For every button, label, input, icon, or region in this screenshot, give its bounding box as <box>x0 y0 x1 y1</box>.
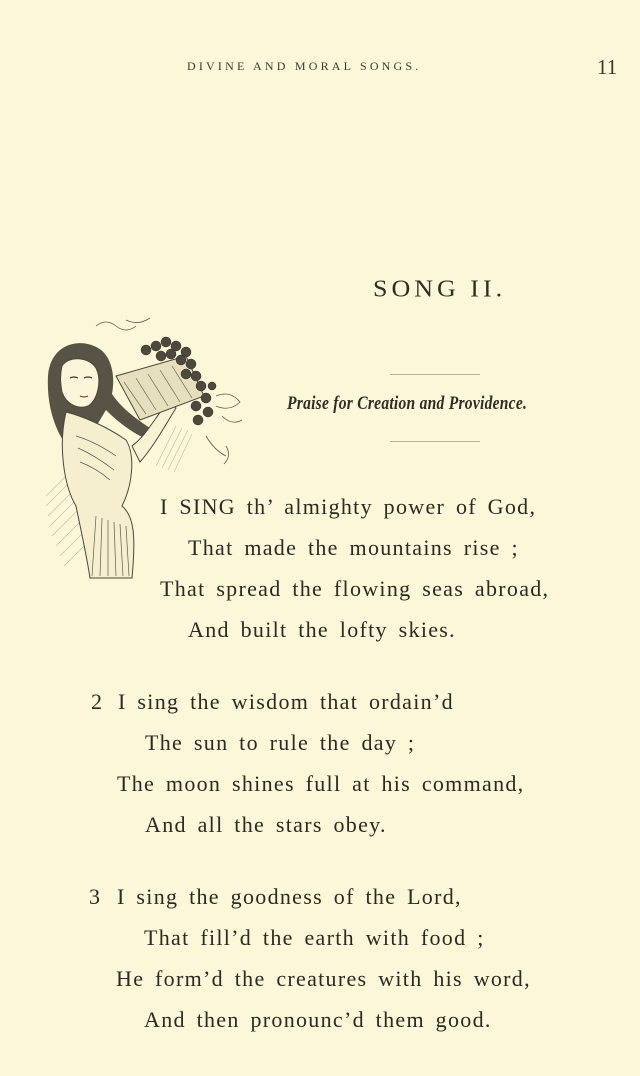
song-subtitle: Praise for Creation and Providence. <box>287 393 528 414</box>
page-number: 11 <box>597 55 618 79</box>
verse-line: And built the lofty skies. <box>188 617 456 642</box>
verse-line: The moon shines full at his command, <box>117 771 525 796</box>
divider-top <box>390 374 480 375</box>
song-title: SONG II. <box>373 274 507 303</box>
verse-line: I sing the goodness of the Lord, <box>117 884 462 909</box>
verse-line: That spread the flowing seas abroad, <box>160 576 550 601</box>
verse-line: And all the stars obey. <box>145 812 387 837</box>
verse-line: I sing the wisdom that ordain’d <box>118 689 454 714</box>
stanza-number: 2 <box>91 689 102 714</box>
divider-bottom <box>390 441 480 442</box>
verse-line: That fill’d the earth with food ; <box>144 925 485 950</box>
stanza-number: 3 <box>89 884 100 909</box>
verse-line: The sun to rule the day ; <box>145 730 416 755</box>
verse-line: I SING th’ almighty power of God, <box>160 494 537 519</box>
verse-line: That made the mountains rise ; <box>188 535 519 560</box>
verse-line: And then pronounc’d them good. <box>144 1007 492 1032</box>
running-head: DIVINE AND MORAL SONGS. <box>187 59 422 73</box>
verse-line: He form’d the creatures with his word, <box>116 966 531 991</box>
